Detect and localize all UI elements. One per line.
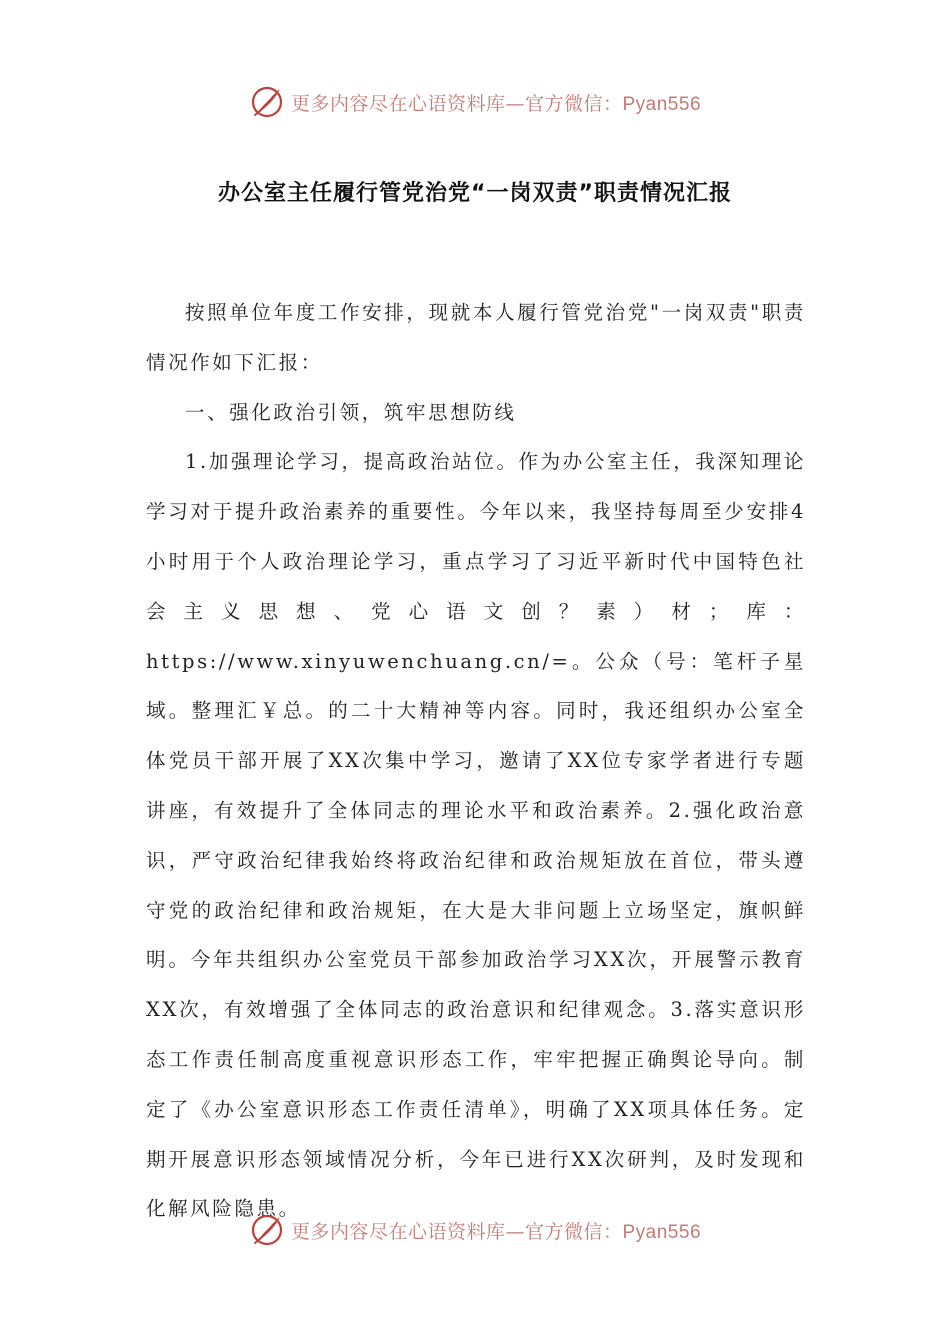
section-heading: 一、强化政治引领，筑牢思想防线	[185, 400, 517, 424]
document-title: 办公室主任履行管党治党“一岗双责”职责情况汇报	[218, 181, 732, 206]
banner-text-cn: 更多内容尽在心语资料库—官方微信：	[290, 92, 623, 115]
document-body	[146, 288, 806, 1234]
banner-wechat-id: Pyan556	[622, 1221, 702, 1243]
footer-banner	[0, 1208, 950, 1252]
banner-wechat-id: Pyan556	[622, 93, 702, 115]
body-paragraph: 1.加强理论学习，提高政治站位。作为办公室主任，我深知理论学习对于提升政治素养的重要性。今年以来，我坚持每周至少安排4小时用于个人政治理论学习，重点学习了习近平新时代中国特色社会主义思想、党心语文创？素）材；库：https://www.xinyuwenchuang.cn/=。公众（号：笔杆子星域。整理汇￥总。的二十大精神等内容。同时，我还组织办公室全体党员干部开展了XX次集中学习，邀请了XX位专家学者进行专题讲座，有效提升了全体同志的理论水平和政治素养。2.强化政治意识，严守政治纪律我始终将政治纪律和政治规矩放在首位，带头遵守党的政治纪律和政治规矩，在大是大非问题上立场坚定，旗帜鲜明。今年共组织办公室党员干部参加政治学习XX次，开展警示教育XX次，有效增强了全体同志的政治意识和纪律观念。3.落实意识形态工作责任制高度重视意识形态工作，牢牢把握正确舆论导向。制定了《办公室意识形态工作责任清单》，明确了XX项具体任务。定期开展意识形态领域情况分析，今年已进行XX次研判，及时发现和化解风险隐患。	[146, 450, 806, 1221]
header-banner	[0, 80, 950, 124]
intro-paragraph: 按照单位年度工作安排，现就本人履行管党治党"一岗双责"职责情况作如下汇报：	[146, 301, 806, 374]
quill-pen-circle-icon	[249, 1212, 285, 1248]
banner-text-cn: 更多内容尽在心语资料库—官方微信：	[290, 1220, 623, 1243]
banner-text	[291, 89, 701, 116]
banner-text	[291, 1217, 701, 1244]
quill-pen-circle-icon	[249, 84, 285, 120]
